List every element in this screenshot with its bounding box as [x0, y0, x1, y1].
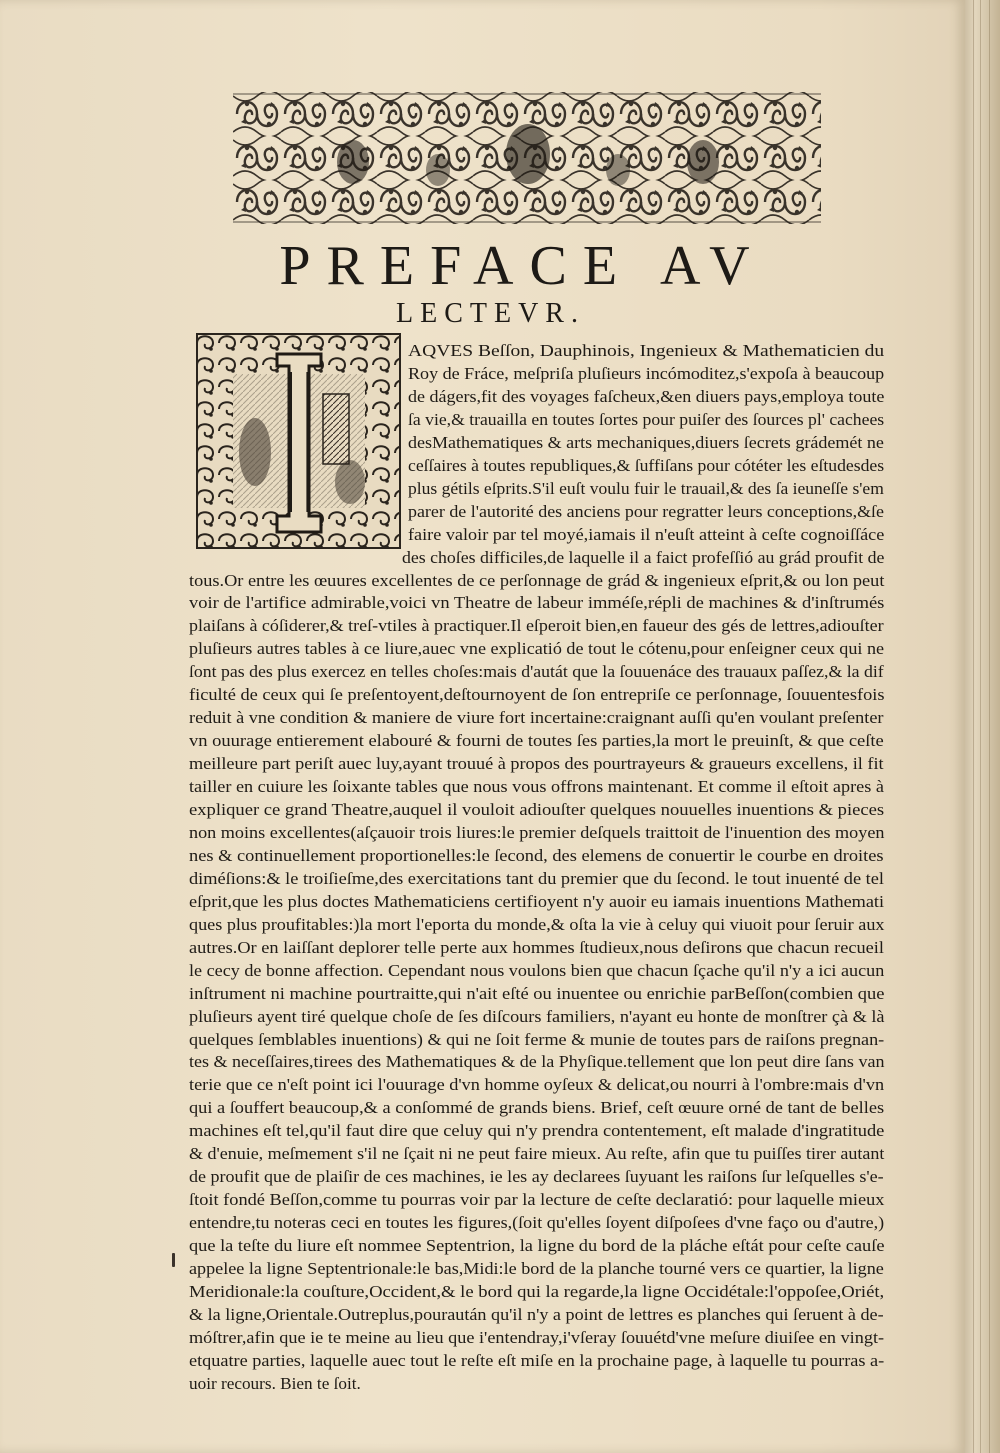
text-line: reduit à vne condition & maniere de viure fort incertaine:craignant auſſi qu'en voulant preſenter: [189, 708, 884, 728]
text-line: tes & neceſſaires,tirees des Mathematiques & de la Phyſique.tellement que lon peut dire ſans van: [189, 1052, 885, 1072]
text-line: pluſieurs autres tables à ce liure,auec vne explicatió de tout le cótenu,pour enſeigner ceux qui ne: [189, 639, 885, 659]
text-line: qui a ſouffert beaucoup,& a conſommé de grands biens. Brief, ceſt œuure orné de tant de belles: [189, 1098, 885, 1118]
text-line: tous.Or entre les œuures excellentes de ce perſonnage de grád & ingenieux eſprit,& ou lon peut: [189, 570, 885, 590]
text-line: plus gétils eſprits.S'il euſt voulu fuir le trauail,& des ſa ieuneſſe s'em: [408, 478, 884, 498]
text-line: diméſions:& le troiſieſme,des exercitations tant du premier que du ſecond. le tout inuenté de tel: [189, 868, 884, 888]
text-line: ſont pas des plus exercez en telles choſes:mais d'autát que la ſouuenáce des trauaux paſſez,& la dif: [189, 662, 884, 682]
text-line: desMathematiques & arts mechaniques,diuers ſecrets grádemét ne: [408, 432, 884, 452]
text-line: & d'enuie, meſmement s'il ne ſçait ni ne peut faire mieux. Au reſte, afin que tu puiſſes tirer autant: [189, 1144, 885, 1164]
text-line: inſtrument ni machine pourtraitte,qui n'ait eſté ou inuentee ou enrichie parBeſſon(combien que: [189, 983, 885, 1003]
text-line: quelques ſemblables inuentions) & qui ne ſoit ferme & munie de toutes pars de raiſons pregnan-: [189, 1029, 885, 1049]
text-line: non moins excellentes(aſçauoir trois liures:le premier deſquels traittoit de l'inuention des moyen: [189, 822, 885, 842]
text-line: & la ligne,Orientale.Outreplus,pouraután qu'il n'y a point de lettres es planches qui ſeruent à de-: [189, 1304, 884, 1324]
text-line: meilleure part periſt auec luy,ayant trouué à propos des pourtrayeurs & graueurs excellens, il fit: [189, 754, 884, 774]
text-line: plaiſans à cóſiderer,& treſ-vtiles à practiquer.Il eſperoit bien,en faueur des gés de lettres,adiouſter: [189, 616, 884, 636]
text-line: faire valoir par tel moyé,iamais il n'euſt atteint à ceſte cognoiſſáce: [408, 524, 885, 544]
decorated-initial-letter: [195, 332, 402, 550]
text-line: machines eſt tel,qu'il faut dire que celuy qui n'y prendra contentement, eſt malade d'ingratitude: [189, 1121, 885, 1141]
text-line: expliquer ce grand Theatre,auquel il vouloit adiouſter quelques nouuelles inuentions & pieces: [189, 800, 885, 819]
text-line: autres.Or en laiſſant deplorer telle perte aux hommes ſtudieux,nous deſirons que chacun recueil: [189, 937, 884, 957]
text-line: parer de l'autorité des anciens pour regratter leurs conceptions,&ſe: [408, 501, 884, 521]
text-line: que la teſte du liure eſt nommee Septentrion, la ligne du bord de la pláche eſtát pour ceſte cauſe: [189, 1236, 885, 1256]
text-line: ſtoit fondé Beſſon,comme tu pourras voir par la lecture de ceſte declaratió: pour laquelle mieux: [189, 1190, 885, 1210]
preface-subtitle: LECTEVR.: [396, 298, 585, 329]
text-line: voir de l'artifice admirable,voici vn Theatre de labeur imméſe,répli de machines & d'inſtrumés: [189, 593, 885, 613]
text-line: entendre,tu noteras ceci en toutes les figures,(ſoit qu'elles ſoyent diſpoſees d'vne faço ou d'autre,): [189, 1213, 885, 1233]
text-line: ficulté de ceux qui ſe preſentoyent,deſtournoyent de ſon entrepriſe ce perſonnage, ſouuentesfois: [189, 685, 885, 705]
text-line: des choſes difficiles,de laquelle il a faict profeſſió au grád proufit de: [402, 547, 885, 567]
woodcut-headpiece-ornament: [233, 92, 821, 224]
text-line: AQVES Beſſon, Dauphinois, Ingenieux & Mathematicien du: [408, 341, 885, 360]
text-line: de dágers,fit des voyages faſcheux,&en diuers pays,employa toute: [408, 386, 885, 406]
text-line: de proufit que de plaiſir de ces machines, ie les ay declarees ſuyuant les raiſons ſur leſquelles s'e-: [189, 1167, 884, 1187]
text-line: terie que ce n'eſt point ici l'ouurage d'vn homme oyſeux & delicat,ou nourri à l'ombre:mais d'vn: [189, 1075, 885, 1095]
text-line: le cecy de bonne affection. Cependant nous voulons bien que chacun ſçache qu'il n'y a ici aucun: [189, 960, 885, 980]
text-line: nes & continuellement proportionelles:le ſecond, des elemens de conuertir le courbe en droites: [189, 845, 884, 865]
text-line: vn ouurage entierement elabouré & fourni de toutes ſes parties,la mort le preuinſt, & que ceſte: [189, 731, 884, 751]
text-line: pluſieurs ayent tiré quelque choſe de ſes diſcours familiers, n'ayant eu honte de monſtrer çà & là: [189, 1006, 885, 1026]
text-line: appelee la ligne Septentrionale:le bas,Midi:le bord de la planche tourné vers ce quartier, la ligne: [189, 1259, 884, 1278]
text-line: etquatre parties, laquelle auec tout le reſte eſt miſe en la prochaine page, à laquelle tu pourras a-: [189, 1350, 885, 1370]
text-line: móſtrer,afin que ie te meine au lieu que i'entendray,i'vſeray ſouuétd'vne meſure diuiſee en vingt-: [189, 1327, 885, 1347]
text-line: Meridionale:la couſture,Occident,& le bord qui la regarde,la ligne Occidétale:l'oppoſee,Oriét,: [189, 1281, 885, 1301]
ink-mark: [172, 1253, 175, 1267]
text-line: ceſſaires à toutes republiques,& ſuffiſans pour cótéter les eſtudesdes: [408, 455, 885, 475]
text-line: eſprit,que les plus doctes Mathematiciens certifioyent n'y auoir eu iamais inuentions Mathemati: [189, 891, 885, 911]
preface-title: PREFACE AV: [279, 235, 766, 297]
text-line: ques plus proufitables:)la mort l'eporta du monde,& oſta la vie à celuy qui viuoit pour ſeruir aux: [189, 914, 885, 934]
page-edge: [965, 0, 1000, 1453]
text-line: ſa vie,& trauailla en toutes ſortes pour puiſer des ſources pl' cachees: [408, 409, 885, 429]
text-line: tailler en cuiure les ſoixante tables que nous vous offrons maintenant. Et comme il eſtoit apres à: [189, 777, 884, 797]
text-line: uoir recours. Bien te ſoit.: [189, 1373, 361, 1393]
text-line: Roy de Fráce, meſpriſa pluſieurs incómoditez,s'expoſa à beaucoup: [408, 363, 885, 383]
